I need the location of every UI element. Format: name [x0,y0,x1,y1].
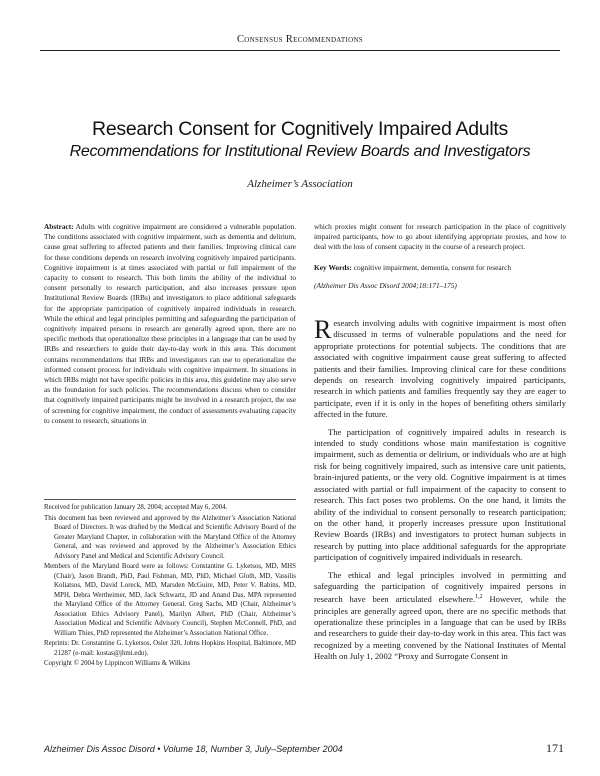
footnotes-block [44,503,296,670]
reference-marker: 1,2 [475,594,483,601]
article-author: Alzheimer’s Association [247,178,353,190]
keywords-block [314,263,566,273]
drop-cap: R [314,315,332,344]
abstract-block [44,222,296,426]
body-paragraph-1-text: esearch involving adults with cognitive impairment is most often discussed in terms of vulnerable populations and the need for appropriate protections for potential subjects. The conditions that are associated with cognitive impairment cause great suffering to affected patients and their families. Improving clinical care for these conditions depends on research involving cognitively impaired participants, research in which patients and families frequently say they are eager to participate, even if it is only in the hopes of benefiting others similarly affected in the future. [314,318,566,420]
abstract-text: Adults with cognitive impairment are considered a vulnerable population. The conditions associated with cognitive impairment, such as dementia and delirium, cause great suffering to affected patients and their families. Improving clinical care for these conditions depends on research involving cognitively impaired participants. Cognitive impairment is at times associated with partial or full impairment of the capacity to consent to research. This both limits the ability of the individual to consent personally to research participation, and also increases pressure upon Institutional Review Boards (IRBs) and investigators to place additional safeguards for the appropriate participation of cognitively impaired individuals in research. While the ethical and legal principles permitting and safeguarding the participation of cognitively impaired persons in research are generally agreed upon, there are no specific methods that operationalize these principles in a language that can be used by IRBs and researchers to guide their day-to-day work in this area. This document contains recommendations that IRBs and investigators can use to operationalize the informed consent process for individuals with cognitive impairment. In situations in which IRBs might not have specific policies in this area, this guideline may also serve as the foundation for such policies. The recommendations discuss when to consider that cognitively impaired participants might be involved in a research project, the use of screening for cognitive impairment, the conduct of assessments evaluating capacity to consent to research, situations in [44,222,296,425]
copyright-note: Copyright © 2004 by Lippincott Williams & Wilkins [44,660,191,667]
abstract-label: Abstract: [44,222,74,231]
running-head: Consensus Recommendations [236,34,364,45]
body-text [314,315,566,669]
keywords-label: Key Words: [314,263,352,272]
body-paragraph-1 [314,315,566,421]
body-paragraph-3 [314,570,566,663]
journal-footer: Alzheimer Dis Assoc Disord • Volume 18, Number 3, July–September 2004 [44,744,343,754]
article-subtitle: Recommendations for Institutional Review Boards and Investigators [69,143,531,160]
approval-note: This document has been reviewed and approved by the Alzheimer’s Association National Board of Directors. It was drafted by the Medical and Scientific Advisory Board of the Greater Maryland Chapter, in collaboration with the Maryland Office of the Attorney General, and was reviewed and approved by the Alzheimer’s Association Ethics Advisory Panel and Medical and Scientific Advisory Council. [44,514,296,560]
body-paragraph-3-text-b: However, while the principles are generally agreed upon, there are no specific methods that operationalize these principles in a language that can be used by IRBs and researchers to guide their day-to-day work in this area. This fact was recognized by a meeting convened by the National Institutes of Mental Health on July 1, 2002 “Proxy and Surrogate Consent in [314,594,566,662]
header-rule [40,50,560,51]
body-paragraph-2: The participation of cognitively impaired adults in research is intended to study conditions whose main manifestation is cognitive impairment, such as dementia or delirium, or individuals who are at high risk for being cognitively impaired, such as intensive care unit patients, brain-injured patients, or the very old. Cognitive impairment is at times associated with partial or full impairment of the capacity to consent to research. This fact poses two problems. On the one hand, it limits the ability of the individual to consent personally to research participation; on the other hand, it properly increases pressure upon Institutional Review Boards (IRBs) and investigators to protect human subjects in research by putting into place additional safeguards for the appropriate participation of cognitively impaired individuals in research. [314,426,566,563]
body-paragraph-3-text-a: The ethical and legal principles involved in permitting and safeguarding the participation of cognitively impaired persons in research have been articulated elsewhere. [314,569,566,605]
abstract-continuation: which proxies might consent for research participation in the place of cognitively impaired participants, how to go about identifying appropriate proxies, and how to deal with the loss of consent capacity in the course of a research project. [314,222,566,252]
citation: (Alzheimer Dis Assoc Disord 2004;18:171–175) [314,281,457,290]
keywords-text: cognitive impairment, dementia, consent for research [351,263,512,272]
page-number: 171 [546,741,564,755]
reprints-note: Reprints: Dr. Constantine G. Lyketsos, Osler 320, Johns Hopkins Hospital, Baltimore, MD 21287 (e-mail: kostas@jhmi.edu). [44,640,296,657]
footnote-rule [44,499,296,500]
received-note: Received for publication January 28, 2004; accepted May 6, 2004. [44,504,228,511]
article-title: Research Consent for Cognitively Impaired Adults [92,118,508,140]
members-note: Members of the Maryland Board were as follows: Constantine G. Lyketsos, MD, MHS (Chair), Jason Brandt, PhD, Paul Fishman, MD, PhD, Michael Gloth, MD, Vassilis Koliatsos, MD, David Loreck, MD, Marsden McGuire, MD, Peter V. Rabins, MD, MPH, Debra Wertheimer, MD, Jack Schwartz, JD and Anand Das, MPA represented the Maryland Office of the Attorney General. Greg Sachs, MD (Chair, Alzheimer’s Association Ethics Advisory Panel), Marilyn Albert, PhD (Chair, Alzheimer’s Association Medical and Scientific Advisory Council), Stephen McConnell, PhD, and William Thies, PhD represented the Alzheimer’s Association National Office. [44,563,296,637]
